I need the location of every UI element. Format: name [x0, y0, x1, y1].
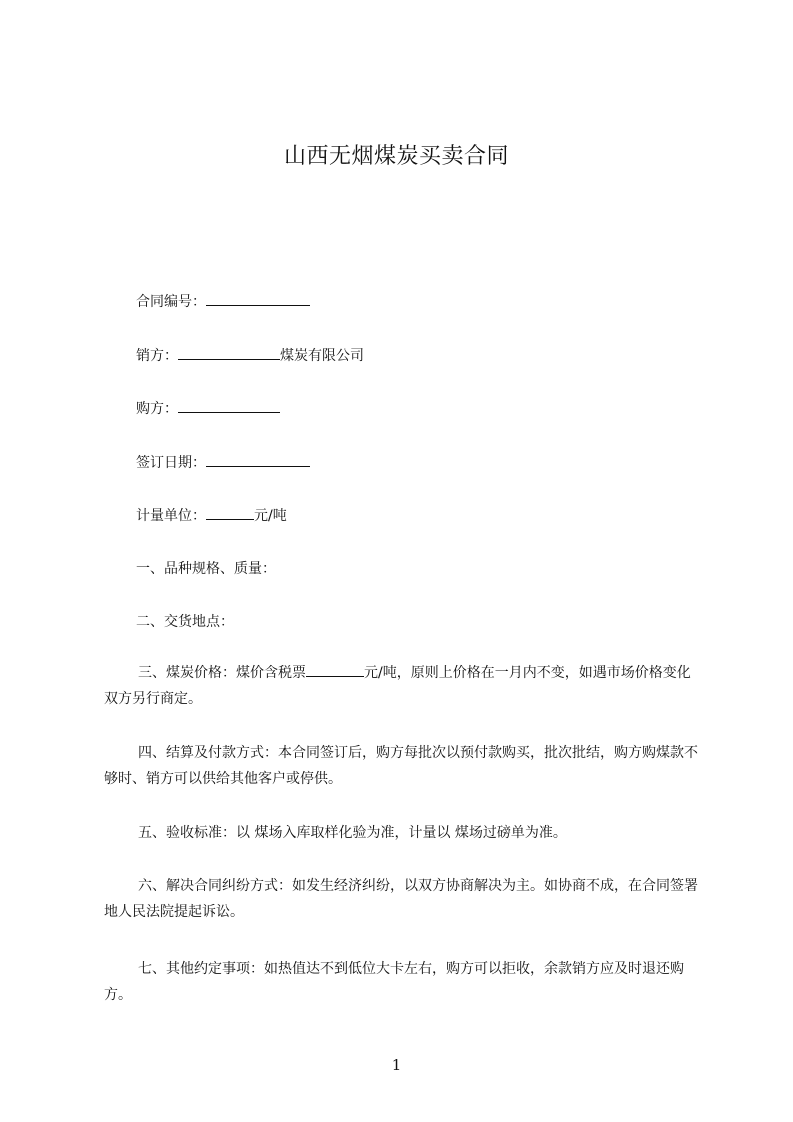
section-3-suffix: 元/吨，原则上价格在一月内不变，如遇市场价格变化双方另行商定。: [104, 665, 691, 707]
seller-field: [136, 345, 364, 366]
unit-suffix: 元/吨: [254, 508, 287, 524]
section-6: 六、解决合同纠纷方式：如发生经济纠纷，以双方协商解决为主。如协商不成，在合同签署地人民法院提起诉讼。: [104, 878, 698, 920]
buyer-blank: [178, 398, 280, 413]
contract-number-field: [136, 291, 310, 312]
section-1: 一、品种规格、质量：: [136, 561, 276, 577]
document-title: 山西无烟煤炭买卖合同: [283, 144, 509, 169]
buyer-label: 购方：: [136, 401, 178, 417]
seller-label: 销方：: [136, 348, 178, 364]
sign-date-blank: [206, 452, 310, 467]
section-3: [104, 660, 704, 712]
sign-date-label: 签订日期：: [136, 455, 206, 471]
contract-number-label: 合同编号：: [136, 294, 206, 310]
unit-field: [136, 505, 287, 526]
section-3-prefix: 三、煤炭价格：煤价含税票: [138, 665, 306, 681]
section-5: 五、验收标准：以 煤场入库取样化验为准，计量以 煤场过磅单为准。: [138, 825, 567, 841]
seller-suffix: 煤炭有限公司: [280, 348, 364, 364]
section-7: 七、其他约定事项：如热值达不到低位大卡左右，购方可以拒收，余款销方应及时退还购方。: [104, 961, 684, 1003]
unit-label: 计量单位：: [136, 508, 206, 524]
seller-blank: [178, 345, 280, 360]
page-number: 1: [391, 1056, 402, 1074]
buyer-field: [136, 398, 280, 419]
sign-date-field: [136, 452, 310, 473]
contract-number-blank: [206, 291, 310, 306]
section-4: 四、结算及付款方式：本合同签订后，购方每批次以预付款购买，批次批结，购方购煤款不够时、销方可以供给其他客户或停供。: [104, 745, 698, 787]
price-blank: [306, 662, 364, 677]
unit-blank: [206, 505, 254, 520]
section-2: 二、交货地点：: [136, 614, 234, 630]
